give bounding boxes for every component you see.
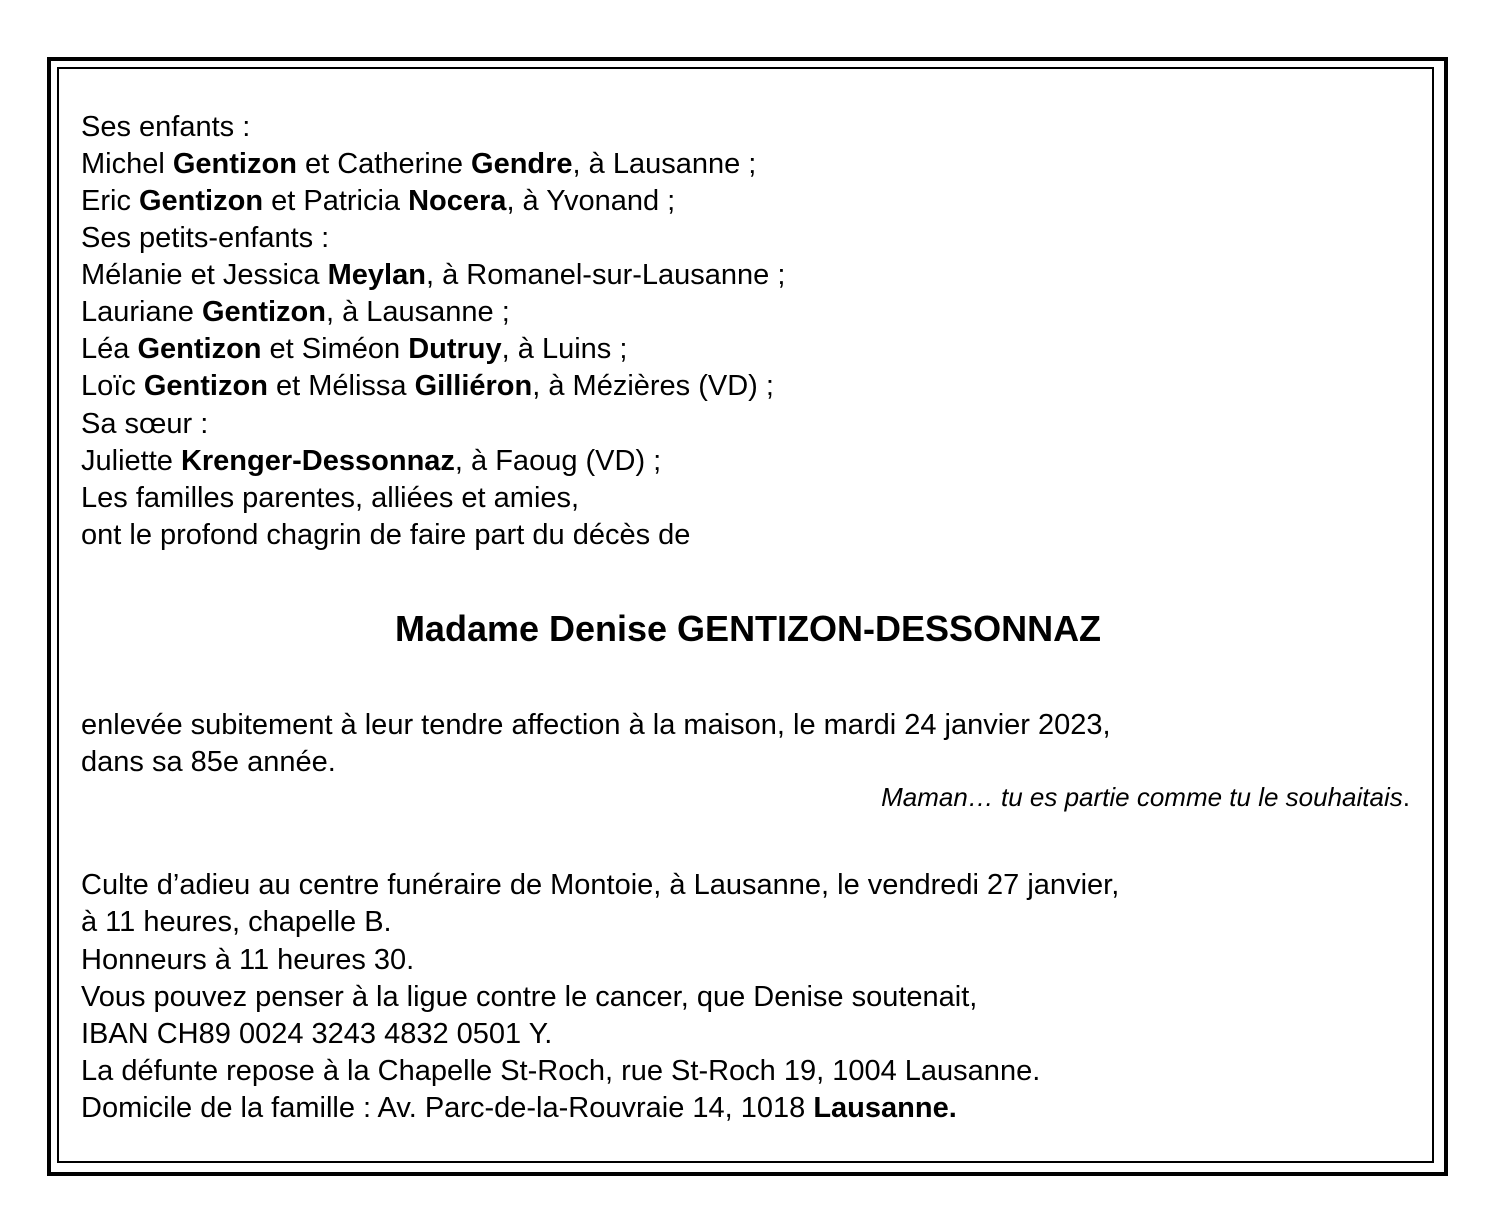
iban-line: IBAN CH89 0024 3243 4832 0501 Y. [81, 1018, 553, 1050]
grandchild-line-3: Léa Gentizon et Siméon Dutruy, à Luins ; [81, 333, 628, 365]
sister-line: Juliette Krenger-Dessonnaz, à Faoug (VD) ; [81, 445, 662, 477]
quote-end: . [1402, 782, 1410, 812]
quote [881, 780, 1410, 814]
domicile-line: Domicile de la famille : Av. Parc-de-la-Rouvraie 14, 1018 Lausanne. [81, 1092, 957, 1124]
chapel-line: La défunte repose à la Chapelle St-Roch, rue St-Roch 19, 1004 Lausanne. [81, 1055, 1041, 1087]
sister-heading: Sa sœur : [81, 408, 209, 440]
ceremony-line-1: Culte d’adieu au centre funéraire de Montoie, à Lausanne, le vendredi 27 janvier, [81, 869, 1120, 901]
quote-text: Maman… tu es partie comme tu le souhaitais [881, 782, 1403, 812]
ceremony-line-2: à 11 heures, chapelle B. [81, 906, 392, 938]
grandchildren-heading: Ses petits-enfants : [81, 222, 330, 254]
ceremony-line-3: Honneurs à 11 heures 30. [81, 944, 415, 976]
death-line-1: enlevée subitement à leur tendre affection à la maison, le mardi 24 janvier 2023, [81, 709, 1111, 741]
child-line-1: Michel Gentizon et Catherine Gendre, à Lausanne ; [81, 148, 757, 180]
ceremony-line-4: Vous pouvez penser à la ligue contre le cancer, que Denise soutenait, [81, 981, 978, 1013]
grandchild-line-1: Mélanie et Jessica Meylan, à Romanel-sur-Lausanne ; [81, 259, 786, 291]
grandchild-line-2: Lauriane Gentizon, à Lausanne ; [81, 296, 510, 328]
children-heading: Ses enfants : [81, 111, 251, 143]
death-line-2: dans sa 85e année. [81, 746, 336, 778]
announcement-line: ont le profond chagrin de faire part du décès de [81, 519, 691, 551]
deceased-name: Madame Denise GENTIZON-DESSONNAZ [394, 608, 1102, 649]
child-line-2: Eric Gentizon et Patricia Nocera, à Yvonand ; [81, 185, 676, 217]
grandchild-line-4: Loïc Gentizon et Mélissa Gilliéron, à Mézières (VD) ; [81, 370, 774, 402]
families-line: Les familles parentes, alliées et amies, [81, 482, 580, 514]
